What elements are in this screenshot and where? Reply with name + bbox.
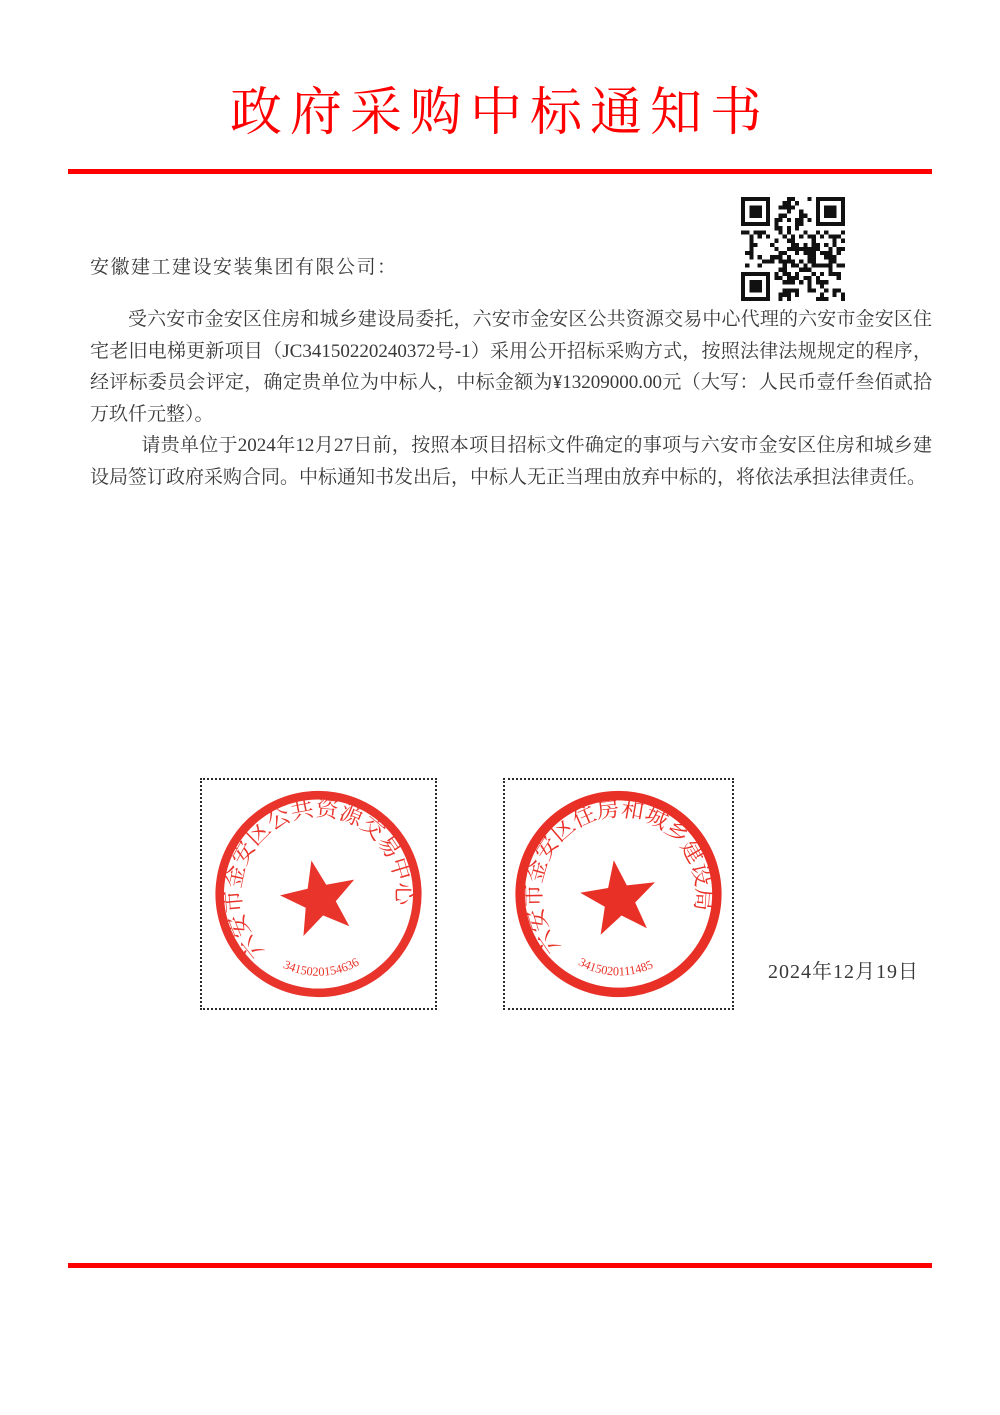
official-seal-icon bbox=[505, 780, 732, 1008]
seal-org-text: 六安市金安区住房和城乡建设局 bbox=[520, 795, 717, 959]
seal-code-text: 3415020154636 bbox=[281, 954, 362, 979]
bottom-rule bbox=[68, 1263, 932, 1268]
issue-date: 2024年12月19日 bbox=[768, 961, 919, 983]
seal-org-text: 六安市金安区公共资源交易中心 bbox=[220, 795, 417, 965]
stamp-procurement-center bbox=[200, 778, 437, 1010]
svg-text:3415020111485 bbox=[575, 945, 656, 985]
stamp-housing-bureau bbox=[503, 778, 734, 1010]
qr-code-icon bbox=[741, 197, 845, 301]
official-seal-icon bbox=[202, 780, 435, 1008]
svg-text:3415020154636 bbox=[279, 943, 362, 988]
star-icon bbox=[274, 853, 363, 939]
paragraph-award: 受六安市金安区住房和城乡建设局委托，六安市金安区公共资源交易中心代理的六安市金安区住宅老旧电梯更新项目（JC34150220240372号-1）采用公开招标采购方式，按照法律法规规定的程序，经评标委员会评定，确定贵单位为中标人，中标金额为¥13209000.00元（大写：人民币壹仟叁佰贰拾万玖仟元整）。 bbox=[90, 309, 932, 425]
star-icon bbox=[576, 855, 661, 937]
seal-code-text: 3415020111485 bbox=[576, 954, 655, 979]
paragraph-sign-contract: 请贵单位于2024年12月27日前，按照本项目招标文件确定的事项与六安市金安区住房和城乡建设局签订政府采购合同。中标通知书发出后，中标人无正当理由放弃中标的，将依法承担法律责任。 bbox=[90, 435, 932, 488]
addressee: 安徽建工建设安装集团有限公司： bbox=[90, 257, 398, 278]
top-rule bbox=[68, 169, 932, 174]
notice-body bbox=[90, 304, 932, 493]
document-title: 政府采购中标通知书 bbox=[229, 85, 770, 142]
